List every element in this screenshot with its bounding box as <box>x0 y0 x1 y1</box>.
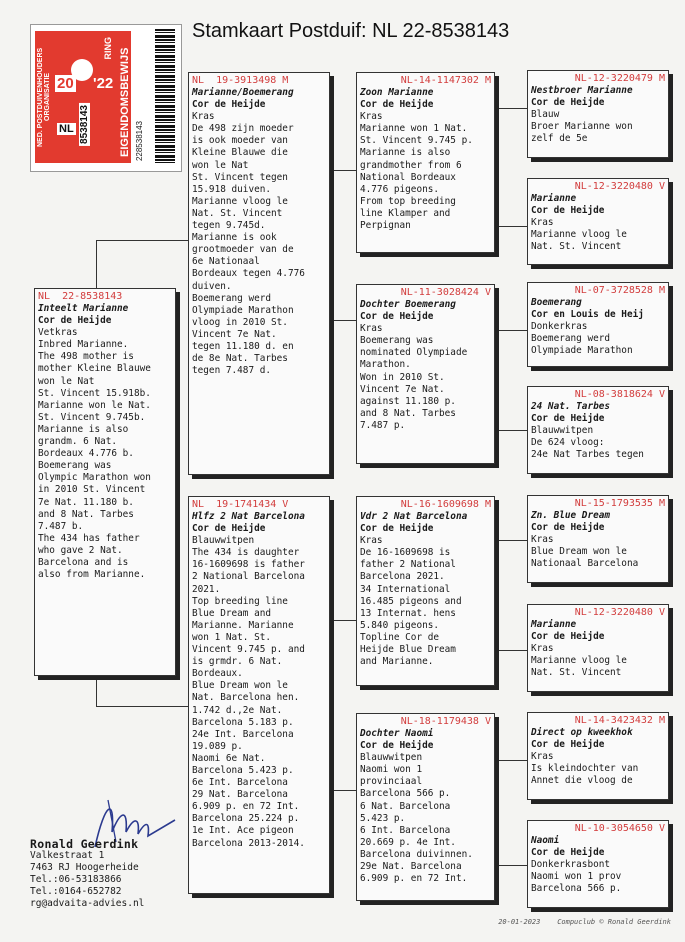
stamp-ring: RING <box>103 37 113 60</box>
breeder-name: Cor de Heijde <box>192 99 266 111</box>
connector-line <box>96 240 188 241</box>
connector-line <box>495 650 527 651</box>
rooster-logo-icon <box>71 59 93 81</box>
ring-number: NL-08-3818624 V <box>574 389 665 400</box>
pigeon-description: Boemerang was nominated Olympiade Marathon. Won in 2010 St. Vincent 7e Nat. against 11.180 p. and 8 Nat. Tarbes 7.487 p. <box>360 335 468 431</box>
stamp-left-year: 20 <box>57 75 74 92</box>
pigeon-name: Boemerang <box>531 297 582 308</box>
breeder-name: Cor en Louis de Heij <box>531 309 644 321</box>
pigeon-card-ggp-5 <box>527 495 669 583</box>
pigeon-name: Direct op kweekhok <box>531 727 633 738</box>
pigeon-description: The 434 is daughter 16-1609698 is father 2 National Barcelona 2021. Top breeding line Blue Dream and Marianne. Marianne won 1 Nat. St. Vincent 9.745 p. and is grmdr. 6 Nat. Bordeaux. Blue Dream won le Nat. Barcelona hen. 1.742 d.,2e Nat. Barcelona 5.183 p. 24e Int. Barcelona 19.089 p. Naomi 6e Nat. Barcelona 5.423 p. 6e Int. Barcelona 29 Nat. Barcelona 6.909 p. en 72 Int. Barcelona 25.224 p. 1e Int. Ace pigeon Barcelona 2013-2014. <box>192 547 305 849</box>
connector-line <box>495 865 527 866</box>
ownership-certificate-stamp <box>30 24 182 172</box>
pigeon-color: Vetkras <box>38 327 78 339</box>
ring-number: NL-14-3423432 M <box>574 715 665 726</box>
pigeon-description: Marianne vloog le Nat. St. Vincent <box>531 655 627 679</box>
pigeon-card-ggp-7 <box>527 712 669 800</box>
breeder-name: Cor de Heijde <box>531 413 605 425</box>
pigeon-name: Inteelt Marianne <box>38 303 129 314</box>
pigeon-color: Kras <box>360 111 383 123</box>
pigeon-name: Dochter Boemerang <box>360 299 456 310</box>
owner-name: Ronald Geerdink <box>30 837 139 851</box>
barcode <box>155 29 175 165</box>
owner-phone-2: Tel.:0164-652782 <box>30 886 122 897</box>
ring-number: NL-10-3054650 V <box>574 823 665 834</box>
pigeon-color: Kras <box>192 111 215 123</box>
pigeon-color: Kras <box>360 535 383 547</box>
owner-street: Valkestraat 1 <box>30 850 105 861</box>
ring-number: NL-07-3728528 M <box>574 285 665 296</box>
ring-number: NL 19-3913498 M <box>192 75 289 86</box>
pigeon-name: Dochter Naomi <box>360 728 434 739</box>
pigeon-color: Kras <box>531 643 554 655</box>
breeder-name: Cor de Heijde <box>531 847 605 859</box>
connector-line <box>96 240 97 288</box>
pigeon-color: Kras <box>531 751 554 763</box>
pigeon-description: De 624 vloog: 24e Nat Tarbes tegen <box>531 437 644 461</box>
breeder-name: Cor de Heijde <box>531 205 605 217</box>
ring-number: NL-16-1609698 M <box>400 499 491 510</box>
ring-number: NL 22-8538143 <box>38 291 123 302</box>
owner-city: 7463 RJ Hoogerheide <box>30 862 139 873</box>
pigeon-color: Donkerkrasbont <box>531 859 611 871</box>
pigeon-name: Marianne <box>531 619 577 630</box>
connector-line <box>96 676 97 706</box>
footer-date: 20-01-2023 <box>498 918 541 926</box>
stamp-number: 8538143 <box>79 105 90 144</box>
pigeon-description: Naomi won 1 prov Barcelona 566 p. <box>531 871 622 895</box>
pigeon-color: Blauwwitpen <box>192 535 255 547</box>
breeder-name: Cor de Heijde <box>531 97 605 109</box>
owner-phone-1: Tel.:06-53183866 <box>30 874 122 885</box>
breeder-name: Cor de Heijde <box>531 739 605 751</box>
pigeon-card-gm-maternal <box>356 713 495 901</box>
pigeon-color: Blauwwitpen <box>531 425 594 437</box>
pigeon-description: Marianne vloog le Nat. St. Vincent <box>531 229 627 253</box>
footer <box>498 918 671 926</box>
connector-line <box>495 430 527 431</box>
pigeon-color: Kras <box>531 217 554 229</box>
pigeon-color: Kras <box>360 323 383 335</box>
pigeon-card-gf-maternal <box>356 496 495 686</box>
ring-number: NL-12-3220480 V <box>574 607 665 618</box>
connector-line <box>495 540 527 541</box>
stamp-label: EIGENDOMSBEWIJS <box>119 47 131 157</box>
pigeon-description: Naomi won 1 provinciaal Barcelona 566 p. 6 Nat. Barcelona 5.423 p. 6 Int. Barcelona 20.669 p. 4e Int. Barcelona duivinnen. 29e Nat. Barcelona 6.909 p. en 72 Int. <box>360 764 473 885</box>
pigeon-color: Donkerkras <box>531 321 588 333</box>
stamp-right-year: '22 <box>93 75 114 92</box>
pigeon-name: Naomi <box>531 835 560 846</box>
pigeon-name: 24 Nat. Tarbes <box>531 401 611 412</box>
connector-line <box>330 620 356 621</box>
page-title: Stamkaart Postduif: NL 22-8538143 <box>192 20 510 42</box>
owner-email[interactable]: rg@advaita-advies.nl <box>30 898 145 909</box>
pigeon-name: Vdr 2 Nat Barcelona <box>360 511 468 522</box>
pigeon-card-ggp-3 <box>527 282 669 367</box>
pigeon-description: Is kleindochter van Annet die vloog de <box>531 763 639 787</box>
connector-line <box>330 790 356 791</box>
ring-number: NL-15-1793535 M <box>574 498 665 509</box>
pigeon-description: Boemerang werd Olympiade Marathon <box>531 333 633 357</box>
breeder-name: Cor de Heijde <box>360 99 434 111</box>
pigeon-color: Blauw <box>531 109 560 121</box>
ring-number: NL-11-3028424 V <box>400 287 491 298</box>
pigeon-card-gm-paternal <box>356 284 495 464</box>
stamp-red-panel <box>35 31 131 163</box>
pigeon-card-gf-paternal <box>356 72 495 253</box>
pigeon-color: Blauwwitpen <box>360 752 423 764</box>
ring-number: NL-12-3220480 V <box>574 181 665 192</box>
pigeon-name: Zn. Blue Dream <box>531 510 611 521</box>
pigeon-card-ggp-1 <box>527 70 669 158</box>
pigeon-description: De 16-1609698 is father 2 National Barcelona 2021. 34 International 16.485 pigeons and 13 Internat. hens 5.840 pigeons. Topline Cor de Heijde Blue Dream and Marianne. <box>360 547 462 668</box>
connector-line <box>495 760 527 761</box>
pigeon-description: Blue Dream won le Nationaal Barcelona <box>531 546 639 570</box>
ring-number: NL-14-1147302 M <box>400 75 491 86</box>
stamp-barcode-number: 228538143 <box>135 121 144 162</box>
pigeon-name: Nestbroer Marianne <box>531 85 633 96</box>
connector-line <box>495 226 527 227</box>
stamp-country: NL <box>59 123 74 135</box>
breeder-name: Cor de Heijde <box>360 740 434 752</box>
breeder-name: Cor de Heijde <box>38 315 112 327</box>
pigeon-name: Hlfz 2 Nat Barcelona <box>192 511 305 522</box>
pigeon-description: Broer Marianne won zelf de 5e <box>531 121 633 145</box>
breeder-name: Cor de Heijde <box>192 523 266 535</box>
breeder-name: Cor de Heijde <box>531 631 605 643</box>
pigeon-card-subject <box>34 288 176 676</box>
connector-line <box>495 108 527 109</box>
connector-line <box>330 170 356 171</box>
pigeon-card-father <box>188 72 330 475</box>
breeder-name: Cor de Heijde <box>531 522 605 534</box>
pigeon-card-ggp-8 <box>527 820 669 908</box>
breeder-name: Cor de Heijde <box>360 523 434 535</box>
pigeon-card-ggp-4 <box>527 386 669 474</box>
pigeon-description: Marianne won 1 Nat. St. Vincent 9.745 p. Marianne is also grandmother from 6 National Bordeaux 4.776 pigeons. From top breeding line Klamper and Perpignan <box>360 123 473 232</box>
connector-line <box>495 330 527 331</box>
ring-number: NL-12-3220479 M <box>574 73 665 84</box>
pigeon-name: Marianne/Boemerang <box>192 87 294 98</box>
owner-contact <box>30 838 144 910</box>
footer-credit: Compuclub © Ronald Geerdink <box>557 918 671 926</box>
ring-number: NL-18-1179438 V <box>400 716 491 727</box>
pigeon-description: De 498 zijn moeder is ook moeder van Kleine Blauwe die won le Nat St. Vincent tegen 15.918 duiven. Marianne vloog le Nat. St. Vincent tegen 9.745d. Marianne is ook grootmoeder van de 6e Nationaal Bordeaux tegen 4.776 duiven. Boemerang werd Olympiade Marathon vloog in 2010 St. Vincent 7e Nat. tegen 11.180 d. en de 8e Nat. Tarbes tegen 7.487 d. <box>192 123 305 377</box>
ring-number: NL 19-1741434 V <box>192 499 289 510</box>
pigeon-card-ggp-6 <box>527 604 669 692</box>
connector-line <box>96 706 188 707</box>
pigeon-card-mother <box>188 496 330 894</box>
pigeon-description: Inbred Marianne. The 498 mother is mother Kleine Blauwe won le Nat St. Vincent 15.918b. Marianne won le Nat. St. Vincent 9.745b. Marianne is also grandm. 6 Nat. Bordeaux 4.776 b. Boemerang was Olympic Marathon won in 2010 St. Vincent 7e Nat. 11.180 b. and 8 Nat. Tarbes 7.487 b. The 434 has father who gave 2 Nat. Barcelona and is also from Marianne. <box>38 339 151 581</box>
connector-line <box>330 320 356 321</box>
breeder-name: Cor de Heijde <box>360 311 434 323</box>
pigeon-card-ggp-2 <box>527 178 669 265</box>
pigeon-color: Kras <box>531 534 554 546</box>
pigeon-name: Zoon Marianne <box>360 87 434 98</box>
stamp-org: NED. POSTDUIVENHOUDERS ORGANISATIE <box>37 47 51 147</box>
pigeon-name: Marianne <box>531 193 577 204</box>
